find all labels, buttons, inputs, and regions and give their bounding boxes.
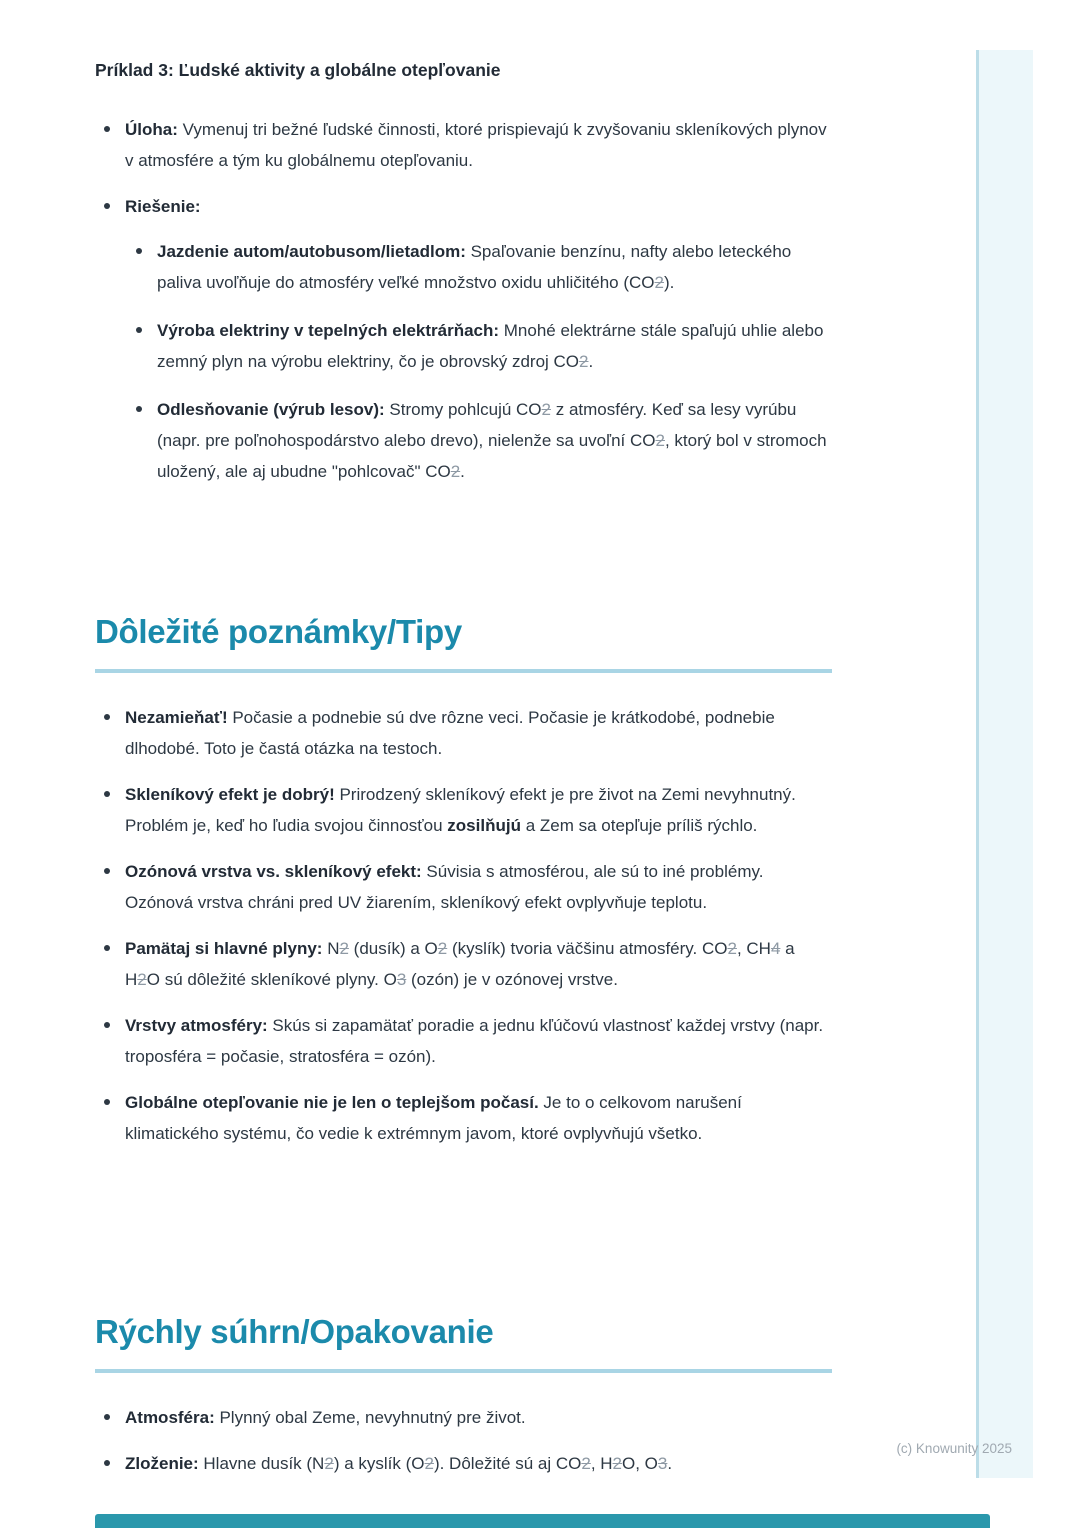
list-item: Pamätaj si hlavné plyny: N2 (dusík) a O2 (kyslík) tvoria väčšinu atmosféry. CO2, CH4 a H2O sú dôležité skleníkové plyny. O3 (ozón) je v ozónovej vrstve. — [95, 933, 832, 995]
list-item: Riešenie: Jazdenie autom/autobusom/lietadlom: Spaľovanie benzínu, nafty alebo leteckého paliva uvoľňuje do atmosféry veľké množstvo oxidu uhličitého (CO2). Výroba elektriny v tepelných elektrárňach: Mnohé elektrárne stále spaľujú uhlie alebo zemný plyn na výrobu elektriny, čo je obrovský zdroj CO2. Odlesňovanie (výrub lesov): Stromy pohlcujú CO2 z atmosféry. Keď sa lesy vyrúbu (napr. pre poľnohospodárstvo alebo drevo), nielenže sa uvoľní CO2, ktorý bol v stromoch uložený, ale aj ubudne "pohlcovač" CO2. — [95, 191, 832, 487]
list-item: Vrstvy atmosféry: Skús si zapamätať poradie a jednu kľúčovú vlastnosť každej vrstvy (napr. troposféra = počasie, stratosféra = ozón). — [95, 1010, 832, 1072]
summary-heading-rule — [95, 1369, 832, 1373]
list-item: Skleníkový efekt je dobrý! Prirodzený skleníkový efekt je pre život na Zemi nevyhnutný. Problém je, keď ho ľudia svojou činnosťou zosilňujú a Zem sa otepľuje príliš rýchlo. — [95, 779, 832, 841]
summary-heading: Rýchly súhrn/Opakovanie — [95, 1313, 494, 1350]
tips-heading-rule — [95, 669, 832, 673]
list-item: Odlesňovanie (výrub lesov): Stromy pohlcujú CO2 z atmosféry. Keď sa lesy vyrúbu (napr. pre poľnohospodárstvo alebo drevo), nielenže sa uvoľní CO2, ktorý bol v stromoch uložený, ale aj ubudne "pohlcovač" CO2. — [127, 394, 832, 487]
copyright-note: (c) Knowunity 2025 — [896, 1441, 1012, 1456]
list-item: Jazdenie autom/autobusom/lietadlom: Spaľovanie benzínu, nafty alebo leteckého paliva uvoľňuje do atmosféry veľké množstvo oxidu uhličitého (CO2). — [127, 236, 832, 298]
page-side-stripe — [976, 50, 1033, 1478]
tips-heading: Dôležité poznámky/Tipy — [95, 613, 462, 650]
example-title: Príklad 3: Ľudské aktivity a globálne otepľovanie — [95, 60, 501, 80]
list-item: Zloženie: Hlavne dusík (N2) a kyslík (O2). Dôležité sú aj CO2, H2O, O3. — [95, 1448, 832, 1479]
list-item: Nezamieňať! Počasie a podnebie sú dve rôzne veci. Počasie je krátkodobé, podnebie dlhodobé. Toto je častá otázka na testoch. — [95, 702, 832, 764]
sub-list — [127, 236, 832, 487]
summary-bullet-list — [95, 1402, 832, 1479]
example-section — [95, 58, 832, 504]
page-bottom-bar — [95, 1514, 990, 1528]
example-bullet-list — [95, 114, 832, 487]
list-item: Ozónová vrstva vs. skleníkový efekt: Súvisia s atmosférou, ale sú to iné problémy. Ozónová vrstva chráni pred UV žiarením, skleníkový efekt ovplyvňuje teplotu. — [95, 856, 832, 918]
tips-section — [95, 612, 832, 1164]
summary-section — [95, 1312, 832, 1494]
tips-bullet-list — [95, 702, 832, 1149]
list-item: Úloha: Vymenuj tri bežné ľudské činnosti, ktoré prispievajú k zvyšovaniu skleníkových plynov v atmosfére a tým ku globálnemu otepľovaniu. — [95, 114, 832, 176]
list-item: Výroba elektriny v tepelných elektrárňach: Mnohé elektrárne stále spaľujú uhlie alebo zemný plyn na výrobu elektriny, čo je obrovský zdroj CO2. — [127, 315, 832, 377]
list-item: Globálne otepľovanie nie je len o teplejšom počasí. Je to o celkovom narušení klimatického systému, čo vedie k extrémnym javom, ktoré ovplyvňujú všetko. — [95, 1087, 832, 1149]
list-item: Atmosféra: Plynný obal Zeme, nevyhnutný pre život. — [95, 1402, 832, 1433]
